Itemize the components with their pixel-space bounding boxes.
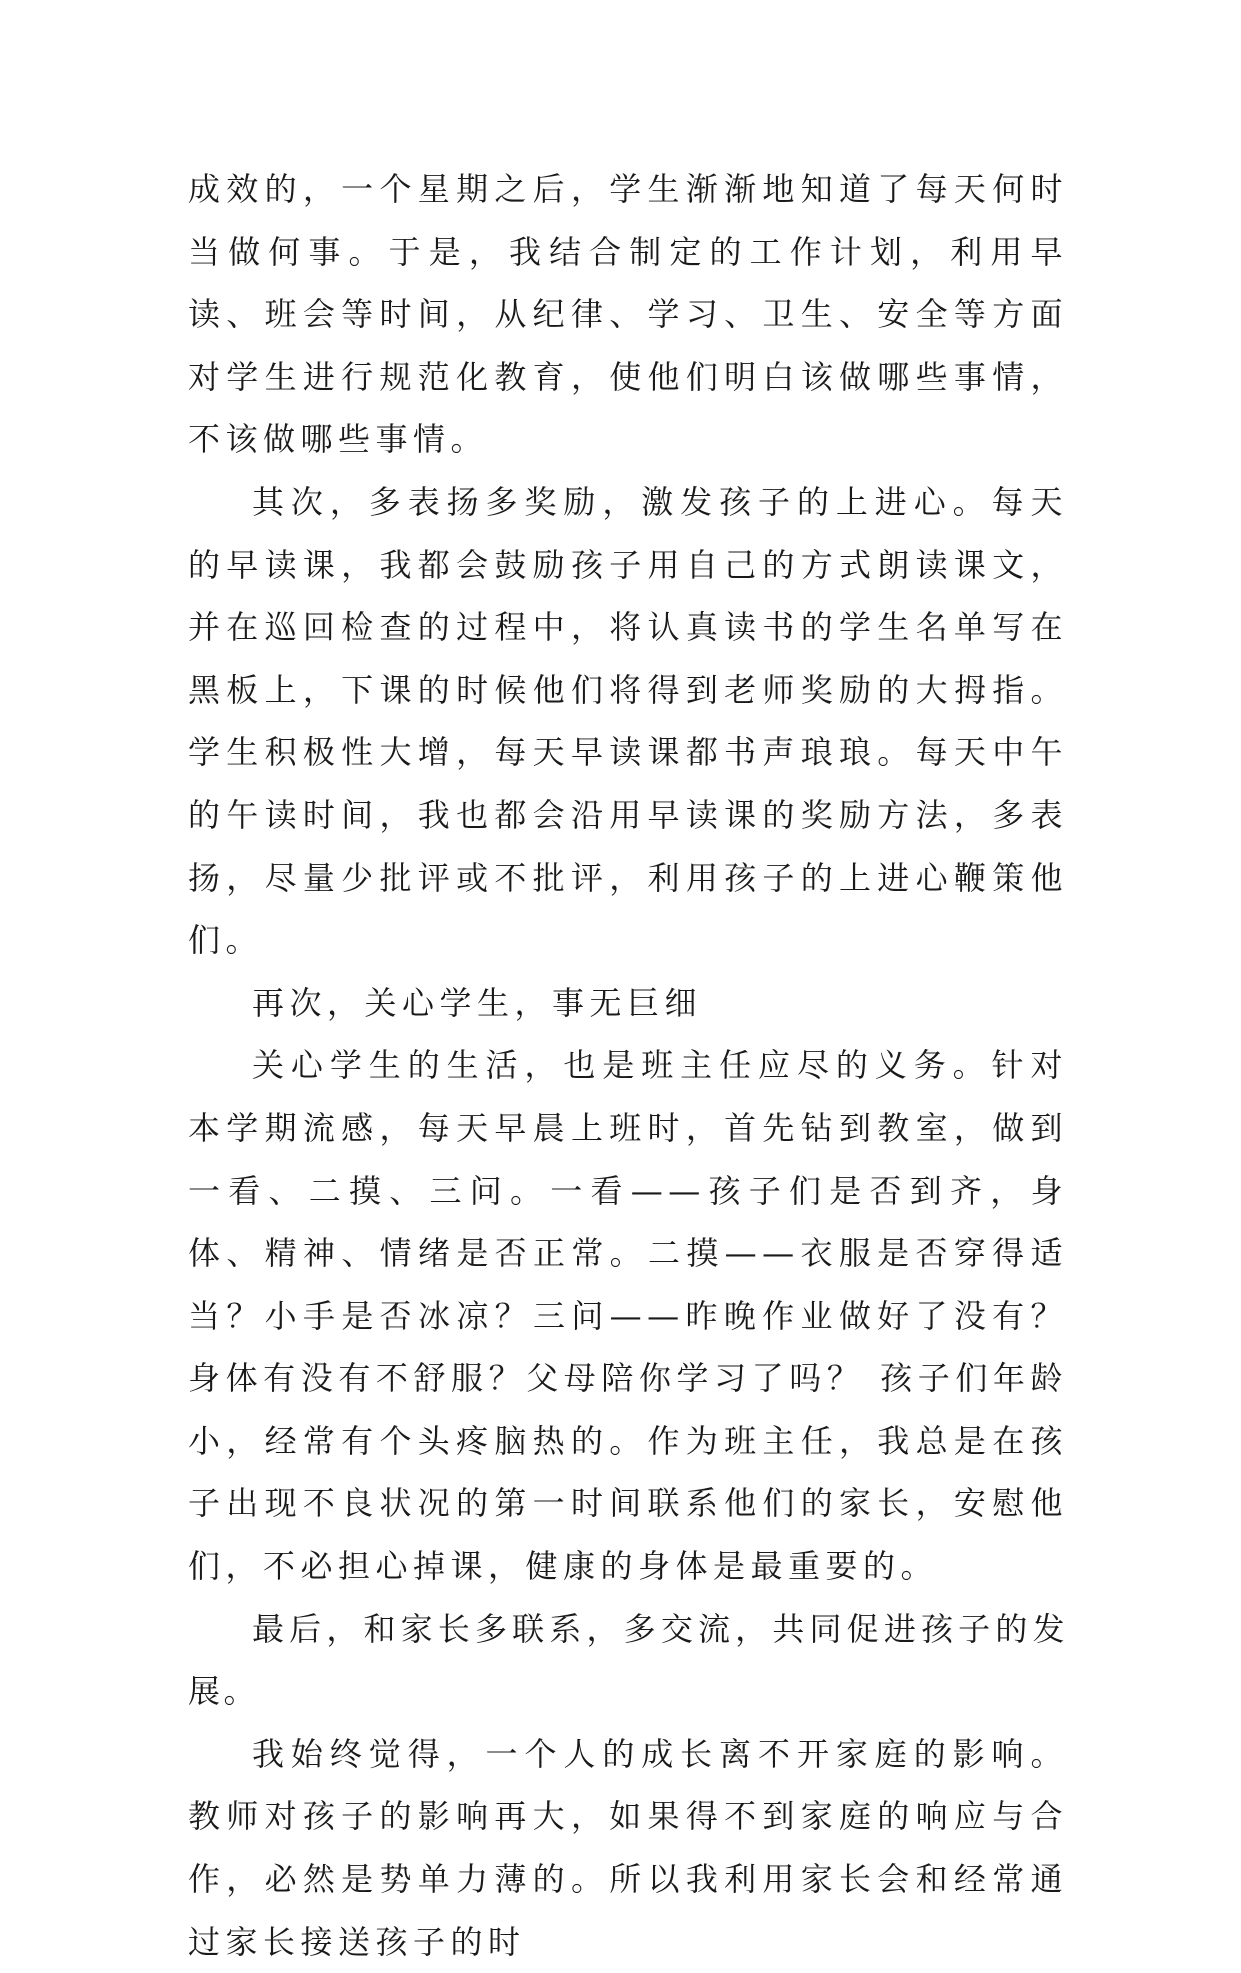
paragraph-5: 最后，和家长多联系，多交流，共同促进孩子的发展。 [188,1609,1068,1711]
paragraph-2: 其次，多表扬多奖励，激发孩子的上进心。每天的早读课，我都会鼓励孩子用自己的方式朗读课文，并在巡回检查的过程中，将认真读书的学生名单写在黑板上，下课的时候他们将得到老师奖励的大拇指。学生积极性大增，每天早读课都书声琅琅。每天中午的午读时间，我也都会沿用早读课的奖励方法，多表扬，尽量少批评或不批评，利用孩子的上进心鞭策他们。 [188,482,1068,960]
paragraph-6: 我始终觉得，一个人的成长离不开家庭的影响。教师对孩子的影响再大，如果得不到家庭的响应与合作，必然是势单力薄的。所以我利用家长会和经常通过家长接送孩子的时 [188,1734,1068,1961]
paragraph-4: 关心学生的生活，也是班主任应尽的义务。针对本学期流感，每天早晨上班时，首先钻到教室，做到一看、二摸、三问。一看——孩子们是否到齐，身体、精神、情绪是否正常。二摸——衣服是否穿得适当？小手是否冰凉？三问——昨晚作业做好了没有？身体有没有不舒服？父母陪你学习了吗？ 孩子们年龄小，经常有个头疼脑热的。作为班主任，我总是在孩子出现不良状况的第一时间联系他们的家长，安慰他们，不必担心掉课，健康的身体是最重要的。 [188,1046,1068,1586]
document-body [188,158,1068,1973]
paragraph-1: 成效的，一个星期之后，学生渐渐地知道了每天何时当做何事。于是，我结合制定的工作计划，利用早读、班会等时间，从纪律、学习、卫生、安全等方面对学生进行规范化教育，使他们明白该做哪些事情，不该做哪些事情。 [188,170,1068,459]
paragraph-3-heading: 再次，关心学生，事无巨细 [252,983,703,1022]
